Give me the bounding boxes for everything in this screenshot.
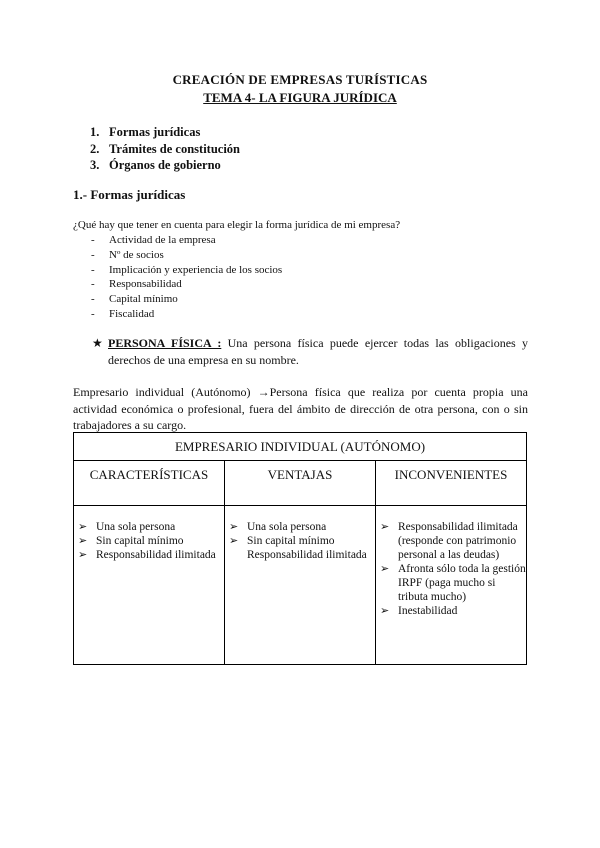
empresario-paragraph: Empresario individual (Autónomo) →Persona física que realiza por cuenta propia una actividad económica o profesional, fuera del ámbito de dirección de otra persona, con o sin trabajadores a su cargo. xyxy=(73,385,528,432)
toc-item-label: Órganos de gobierno xyxy=(109,158,221,172)
star-icon: ★ xyxy=(92,336,103,350)
list-item: - Implicación y experiencia de los socios xyxy=(91,263,283,276)
cell-ventajas xyxy=(225,506,376,665)
section-heading: 1.- Formas jurídicas xyxy=(73,187,186,202)
toc-item-label: Formas jurídicas xyxy=(109,125,201,139)
column-header-inconvenientes: INCONVENIENTES xyxy=(376,461,527,506)
list-item: Responsabilidad ilimitada xyxy=(247,549,367,561)
table-title: EMPRESARIO INDIVIDUAL (AUTÓNOMO) xyxy=(74,433,527,461)
persona-fisica-text: Una persona física puede ejercer todas las obligaciones y derechos de una empresa en su nombre. xyxy=(108,336,529,367)
table-of-contents xyxy=(90,124,240,174)
list-item: - Responsabilidad xyxy=(91,278,182,291)
toc-item: 3. Órganos de gobierno xyxy=(90,158,221,172)
list-item: ➢ Una sola persona xyxy=(96,520,224,534)
empresario-table xyxy=(73,432,527,665)
cell-inconvenientes xyxy=(376,506,527,665)
persona-fisica-paragraph xyxy=(92,335,528,368)
persona-fisica-label: PERSONA FÍSICA : xyxy=(108,336,222,350)
document-subtitle: TEMA 4- LA FIGURA JURÍDICA xyxy=(203,90,397,105)
list-item: - Capital mínimo xyxy=(91,293,178,306)
column-header-caracteristicas: CARACTERÍSTICAS xyxy=(74,461,225,506)
list-item: ➢ Afronta sólo toda la gestión IRPF (paga mucho si tributa mucho) xyxy=(398,562,526,604)
list-item: ➢ Una sola persona xyxy=(247,520,375,534)
column-header-ventajas: VENTAJAS xyxy=(225,461,376,506)
list-item: - Nº de socios xyxy=(91,248,164,261)
criteria-list xyxy=(91,233,282,322)
toc-item: 1. Formas jurídicas xyxy=(90,125,201,139)
list-item: ➢ Sin capital mínimo xyxy=(247,534,375,548)
document-title: CREACIÓN DE EMPRESAS TURÍSTICAS xyxy=(172,72,428,87)
list-item: ➢ Sin capital mínimo xyxy=(96,534,224,548)
list-item: - Actividad de la empresa xyxy=(91,234,216,246)
list-item: - Fiscalidad xyxy=(91,307,155,320)
toc-item-label: Trámites de constitución xyxy=(109,141,241,156)
list-item: ➢ Responsabilidad ilimitada (responde con patrimonio personal a las deudas) xyxy=(398,520,526,562)
list-item: ➢ Responsabilidad ilimitada xyxy=(96,548,224,562)
question-text: ¿Qué hay que tener en cuenta para elegir la forma jurídica de mi empresa? xyxy=(73,219,401,231)
toc-item: 2. Trámites de constitución xyxy=(90,141,241,156)
cell-caracteristicas xyxy=(74,506,225,665)
list-item: ➢ Inestabilidad xyxy=(398,604,526,618)
